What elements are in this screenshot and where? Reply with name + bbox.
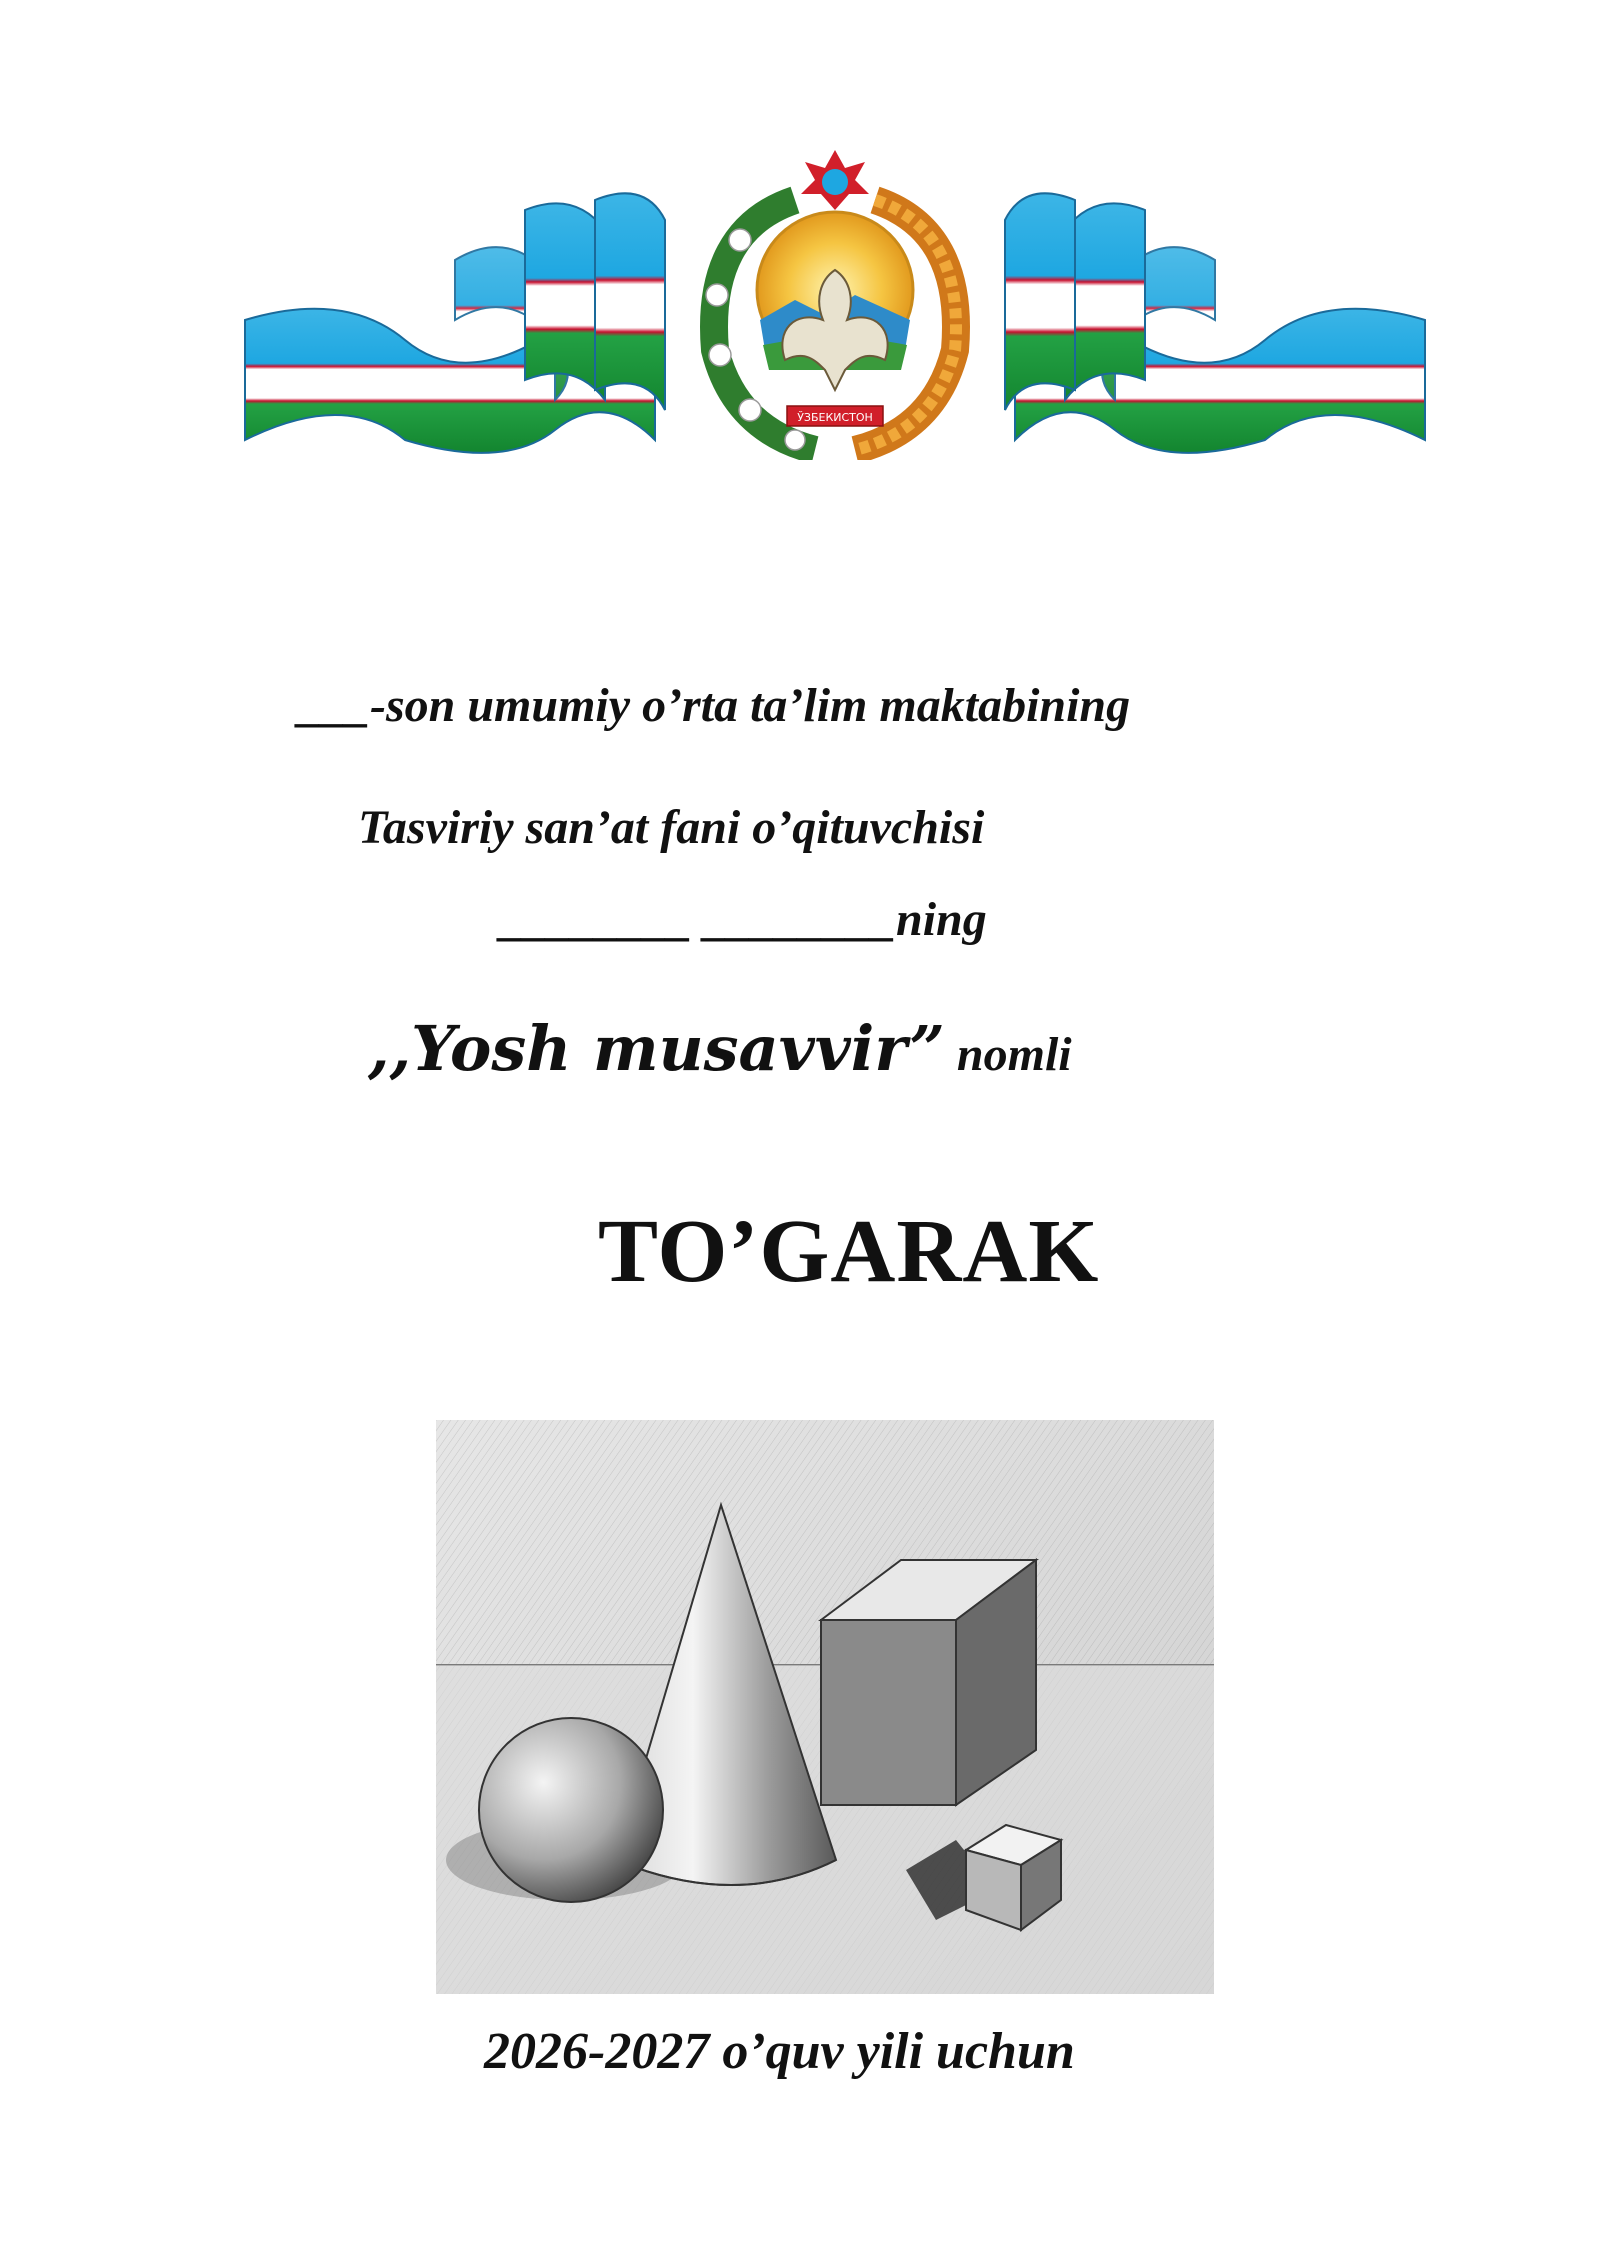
academic-year-line: 2026-2027 o’quv yili uchun bbox=[484, 2023, 1075, 2080]
school-line: ___-son umumiy o’rta ta’lim maktabining bbox=[298, 679, 1131, 732]
flag-ribbon-right-icon bbox=[1005, 193, 1425, 453]
club-name: ,,Yosh musavvir” bbox=[368, 1012, 945, 1085]
teacher-line: Tasviriy san’at fani o’qituvchisi bbox=[358, 801, 985, 854]
document-heading: TO’GARAK bbox=[598, 1202, 1100, 1301]
club-suffix: nomli bbox=[944, 1028, 1072, 1081]
teacher-name-blank: ________ ________ning bbox=[500, 893, 987, 946]
emblem-inscription: ЎЗБЕКИСТОН bbox=[797, 411, 873, 424]
club-title-line bbox=[368, 1012, 1600, 1085]
coat-of-arms-icon bbox=[706, 150, 956, 450]
state-emblem-banner bbox=[225, 140, 1445, 460]
flag-ribbon-left-icon bbox=[245, 193, 665, 453]
geometric-still-life-illustration bbox=[436, 1420, 1214, 1994]
